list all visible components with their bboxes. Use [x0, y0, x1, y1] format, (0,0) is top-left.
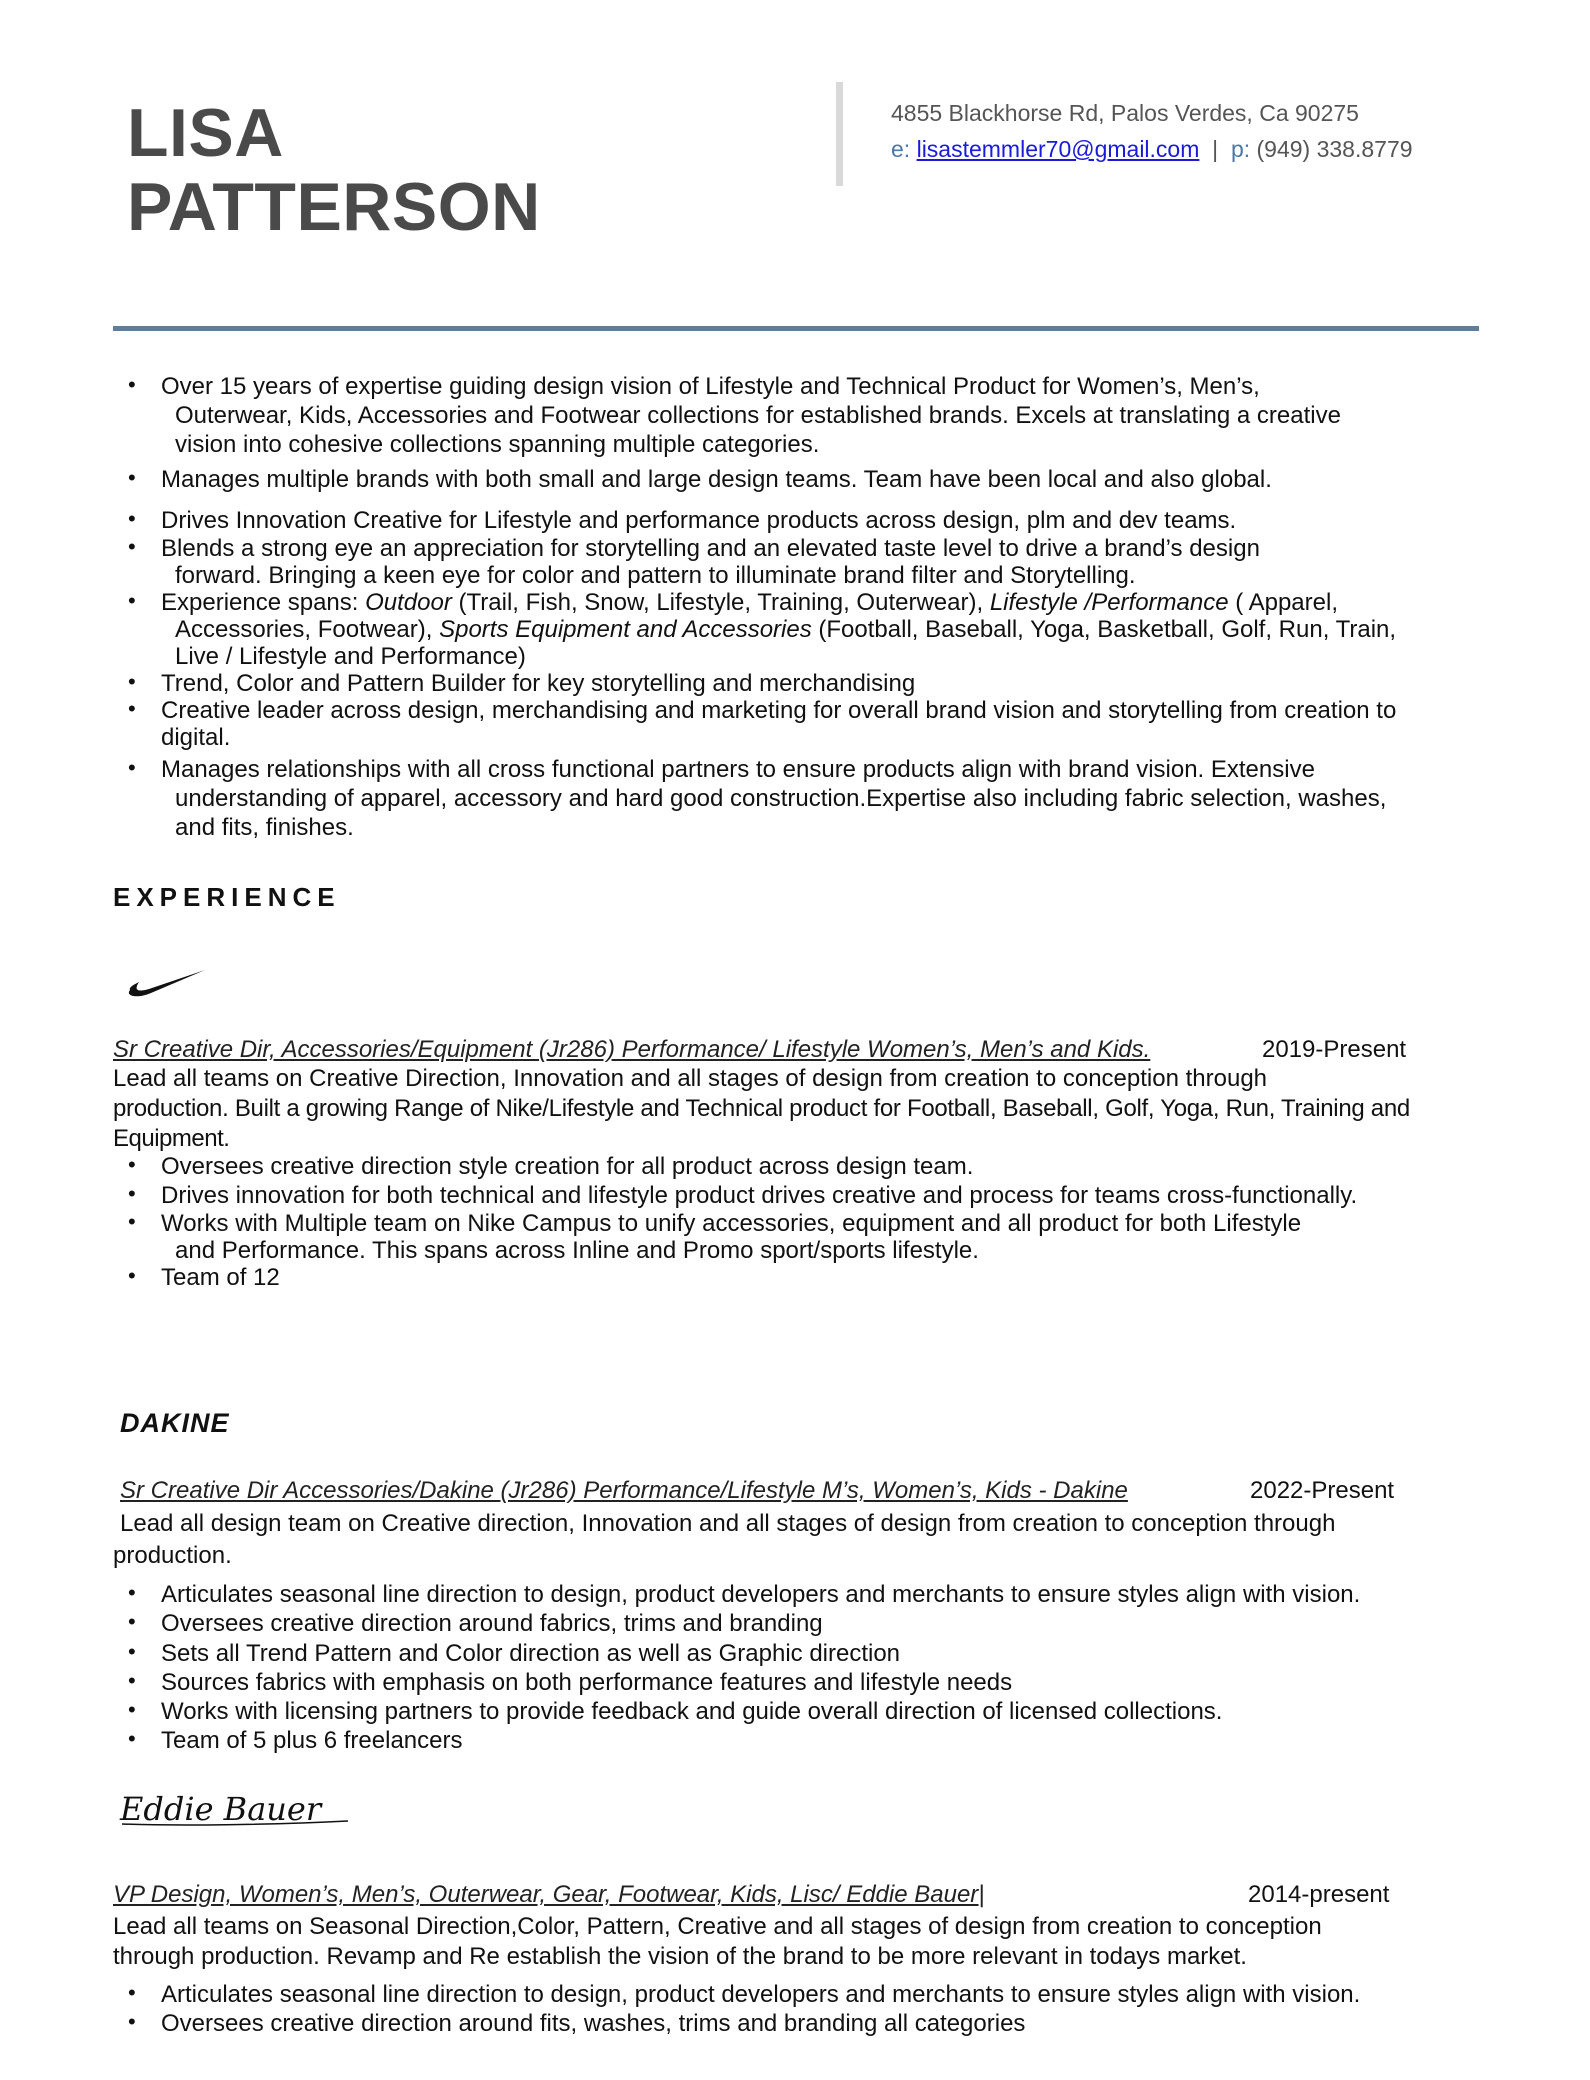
eddie-bauer-logo	[118, 1790, 358, 1828]
summary-item: • Drives Innovation Creative for Lifestyle and performance products across design, plm and dev teams.	[126, 506, 1486, 535]
summary-item: • Trend, Color and Pattern Builder for key storytelling and merchandising	[126, 670, 1486, 697]
contact-separator: |	[1212, 136, 1219, 162]
job-bullet: • Oversees creative direction around fits, washes, trims and branding all categories	[126, 2009, 1486, 2038]
job-bullet: • Drives innovation for both technical and lifestyle product drives creative and process for teams cross-functionally.	[126, 1181, 1486, 1210]
job-title: Sr Creative Dir Accessories/Dakine (Jr286) Performance/Lifestyle M’s, Women’s, Kids - Dakine	[120, 1477, 1128, 1504]
contact-block	[891, 95, 1413, 167]
summary-list	[126, 372, 1486, 842]
summary-item: • Manages multiple brands with both small and large design teams. Team have been local and also global.	[126, 465, 1486, 494]
phone-number: (949) 338.8779	[1256, 136, 1413, 162]
header-rule	[113, 326, 1479, 331]
summary-item: • Creative leader across design, merchandising and marketing for overall brand vision and storytelling from creation to digital.	[126, 697, 1486, 751]
job-title: VP Design, Women’s, Men’s, Outerwear, Gear, Footwear, Kids, Lisc/ Eddie Bauer|	[113, 1881, 985, 1908]
email-link[interactable]: lisastemmler70@gmail.com	[916, 136, 1200, 162]
job-bullet: • Sets all Trend Pattern and Color direction as well as Graphic direction	[126, 1639, 1486, 1668]
job-description: Lead all teams on Seasonal Direction,Color, Pattern, Creative and all stages of design from creation to conception through production. Revamp and Re establish the vision of the brand to be more relevant in todays market.	[113, 1913, 1322, 1970]
job-title: Sr Creative Dir, Accessories/Equipment (Jr286) Performance/ Lifestyle Women’s, Men’s and Kids.	[113, 1036, 1151, 1063]
job-bullet: • Oversees creative direction style creation for all product across design team.	[126, 1152, 1486, 1181]
summary-item: • Experience spans: Outdoor (Trail, Fish, Snow, Lifestyle, Training, Outerwear), Lifestyle /Performance ( Apparel, Accessories, Footwear), Sports Equipment and Accessories (Football, Baseball, Yoga, Basketball, Golf, Run, Train, Live / Lifestyle and Performance)	[126, 589, 1486, 670]
job-description: Lead all teams on Creative Direction, Innovation and all stages of design from creation to conception through production. Built a growing Range of Nike/Lifestyle and Technical product for Football, Baseball, Golf, Yoga, Run, Training and Equipment.	[113, 1065, 1410, 1152]
email-label: e:	[891, 136, 911, 162]
job-bullet: • Sources fabrics with emphasis on both performance features and lifestyle needs	[126, 1668, 1486, 1697]
svg-text:Eddie Bauer: Eddie Bauer	[120, 1790, 322, 1828]
summary-item: • Manages relationships with all cross functional partners to ensure products align with brand vision. Extensive understanding of apparel, accessory and hard good construction.Expertise also including fabric selection, washes, and fits, finishes.	[126, 755, 1486, 842]
job-bullet: • Works with licensing partners to provide feedback and guide overall direction of licensed collections.	[126, 1697, 1486, 1726]
job-description: Lead all design team on Creative direction, Innovation and all stages of design from creation to conception through production.	[113, 1510, 1336, 1569]
job-bullet: • Oversees creative direction around fabrics, trims and branding	[126, 1609, 1486, 1638]
section-title-experience: EXPERIENCE	[113, 882, 341, 912]
job-date: 2014-present	[1248, 1881, 1390, 1908]
job-bullet: • Team of 5 plus 6 freelancers	[126, 1726, 1486, 1755]
job-bullets	[126, 1152, 1486, 1291]
job-bullet: • Works with Multiple team on Nike Campus to unify accessories, equipment and all product for both Lifestyle and Performance. This spans across Inline and Promo sport/sports lifestyle.	[126, 1210, 1486, 1264]
job-bullets	[126, 1580, 1486, 1756]
phone-label: p:	[1230, 136, 1251, 162]
name-first: LISA	[127, 95, 284, 171]
header-divider	[836, 82, 843, 186]
address: 4855 Blackhorse Rd, Palos Verdes, Ca 90275	[891, 100, 1359, 126]
summary-item: • Over 15 years of expertise guiding design vision of Lifestyle and Technical Product for Women’s, Men’s, Outerwear, Kids, Accessories and Footwear collections for established brands. Excels at translating a creative vision into cohesive collections spanning multiple categories.	[126, 372, 1486, 459]
job-bullet: • Team of 12	[126, 1264, 1486, 1291]
job-bullet: • Articulates seasonal line direction to design, product developers and merchants to ensure styles align with vision.	[126, 1980, 1486, 2009]
candidate-name	[127, 96, 541, 244]
summary-item: • Blends a strong eye an appreciation for storytelling and an elevated taste level to drive a brand’s design forward. Bringing a keen eye for color and pattern to illuminate brand filter and Storytelling.	[126, 535, 1486, 589]
job-bullets	[126, 1980, 1486, 2039]
job-date: 2022-Present	[1250, 1477, 1395, 1504]
contact-line	[891, 131, 1413, 167]
svg-text:DAKINE: DAKINE	[120, 1410, 230, 1436]
name-last: PATTERSON	[127, 169, 541, 245]
job-bullet: • Articulates seasonal line direction to design, product developers and merchants to ensure styles align with vision.	[126, 1580, 1486, 1609]
job-date: 2019-Present	[1262, 1036, 1407, 1063]
nike-swoosh-logo	[127, 962, 207, 998]
dakine-logo	[120, 1410, 280, 1436]
